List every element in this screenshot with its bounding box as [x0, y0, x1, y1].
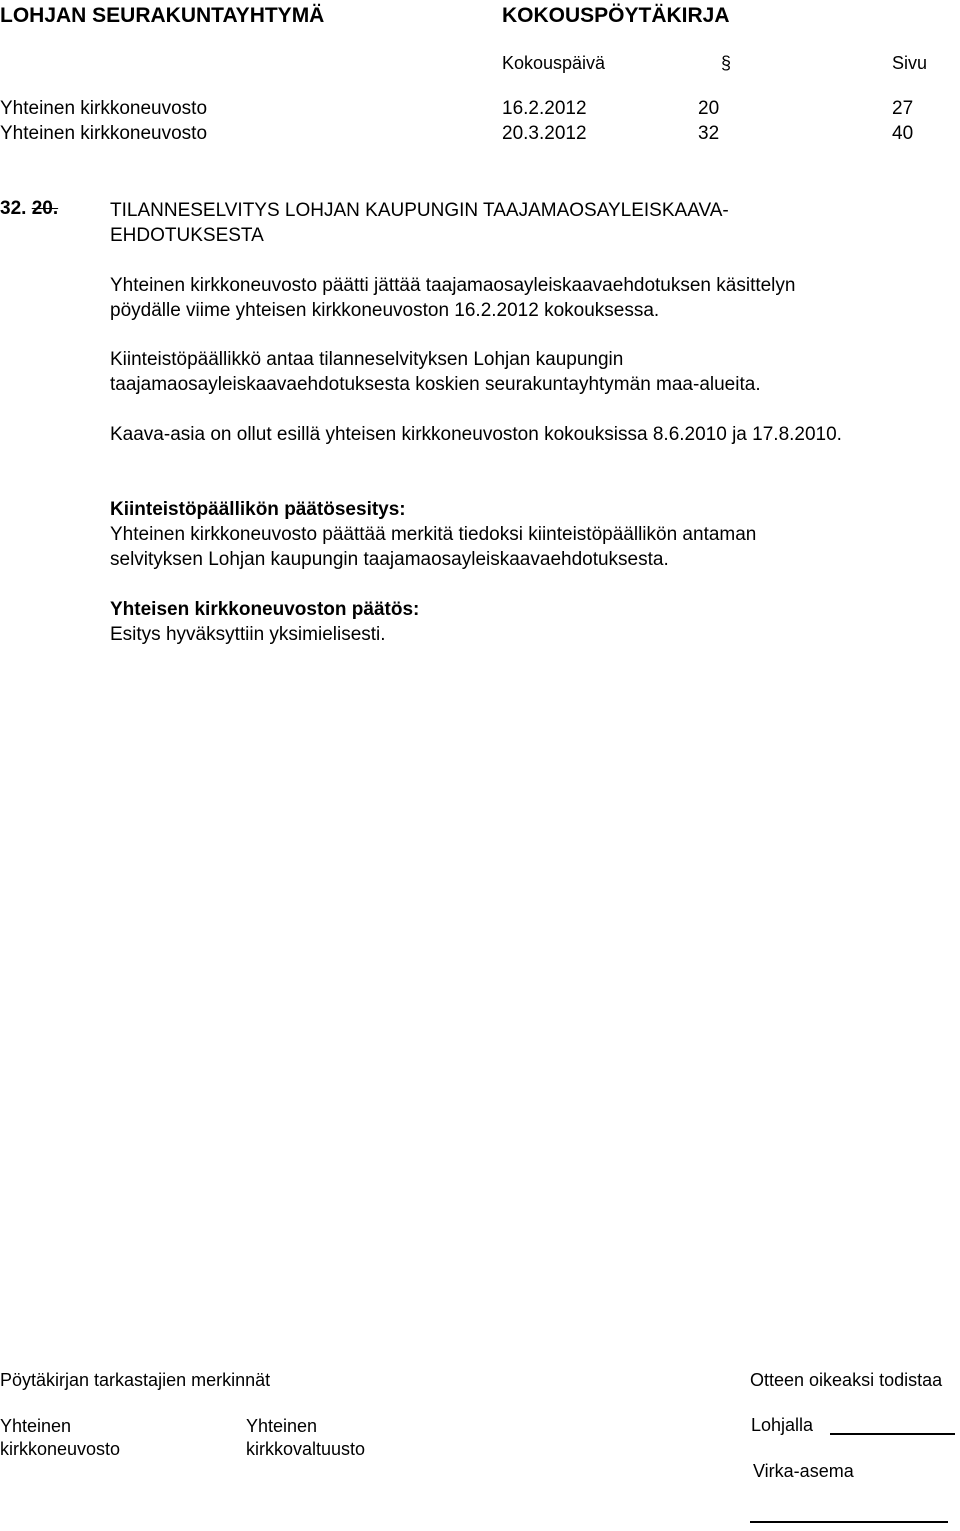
paragraph-previous-meetings [110, 422, 842, 447]
footer-column-line: Yhteinen [246, 1416, 318, 1436]
place-signature-line [830, 1433, 955, 1435]
header-row-body: Yhteinen kirkkoneuvosto [0, 123, 208, 144]
meeting-date-column-header: Kokouspäivä [502, 53, 606, 73]
organization-name: LOHJAN SEURAKUNTAYHTYMÄ [0, 4, 325, 27]
footer-column-line: kirkkoneuvosto [0, 1439, 121, 1459]
header-row-page: 40 [892, 123, 914, 144]
footer-column-line: Yhteinen [0, 1416, 72, 1436]
paragraph-line: taajamaosayleiskaavaehdotuksesta koskien seurakuntayhtymän maa-alueita. [110, 374, 761, 395]
decision-section [110, 597, 419, 647]
certification-label: Otteen oikeaksi todistaa [750, 1370, 943, 1390]
header-row-section: 20 [698, 98, 720, 119]
decision-text: Esitys hyväksyttiin yksimielisesti. [110, 624, 386, 645]
place-label: Lohjalla [751, 1415, 814, 1435]
page-column-header: Sivu [892, 53, 928, 73]
item-number-previous: 20. [31, 198, 59, 219]
proposal-section [110, 497, 756, 572]
item-number [0, 198, 58, 220]
header-row-page: 27 [892, 98, 914, 119]
section-symbol-column-header: § [721, 53, 732, 73]
footer-column-church-assembly [246, 1415, 365, 1461]
proposal-line: Yhteinen kirkkoneuvosto päättää merkitä tiedoksi kiinteistöpäällikön antaman [110, 524, 757, 545]
paragraph-line: Kiinteistöpäällikkö antaa tilanneselvityksen Lohjan kaupungin [110, 349, 624, 370]
decision-heading: Yhteisen kirkkoneuvoston päätös: [110, 599, 420, 620]
header-row-body: Yhteinen kirkkoneuvosto [0, 98, 208, 119]
document-type: KOKOUSPÖYTÄKIRJA [502, 4, 730, 27]
proposal-line: selvityksen Lohjan kaupungin taajamaosayleiskaavaehdotuksesta. [110, 549, 669, 570]
position-label: Virka-asema [753, 1461, 854, 1481]
signature-line [750, 1521, 948, 1523]
proposal-heading: Kiinteistöpäällikön päätösesitys: [110, 499, 406, 520]
footer-column-line: kirkkovaltuusto [246, 1439, 366, 1459]
paragraph-line: Yhteinen kirkkoneuvosto päätti jättää taajamaosayleiskaavaehdotuksen käsittelyn [110, 275, 796, 296]
item-title-line: EHDOTUKSESTA [110, 225, 264, 246]
item-title [110, 198, 729, 248]
inspectors-notes-label: Pöytäkirjan tarkastajien merkinnät [0, 1370, 271, 1390]
header-row-date: 16.2.2012 [502, 98, 587, 119]
header-row-date: 20.3.2012 [502, 123, 587, 144]
paragraph-line: Kaava-asia on ollut esillä yhteisen kirkkoneuvoston kokouksissa 8.6.2010 ja 17.8.2010. [110, 424, 842, 445]
header-row-section: 32 [698, 123, 720, 144]
item-number-current: 32. [0, 198, 27, 219]
item-title-line: TILANNESELVITYS LOHJAN KAUPUNGIN TAAJAMAOSAYLEISKAAVA- [110, 200, 729, 221]
paragraph-line: pöydälle viime yhteisen kirkkoneuvoston 16.2.2012 kokouksessa. [110, 300, 660, 321]
footer-column-church-council [0, 1415, 120, 1461]
paragraph-background [110, 273, 795, 323]
paragraph-status-report [110, 347, 761, 397]
